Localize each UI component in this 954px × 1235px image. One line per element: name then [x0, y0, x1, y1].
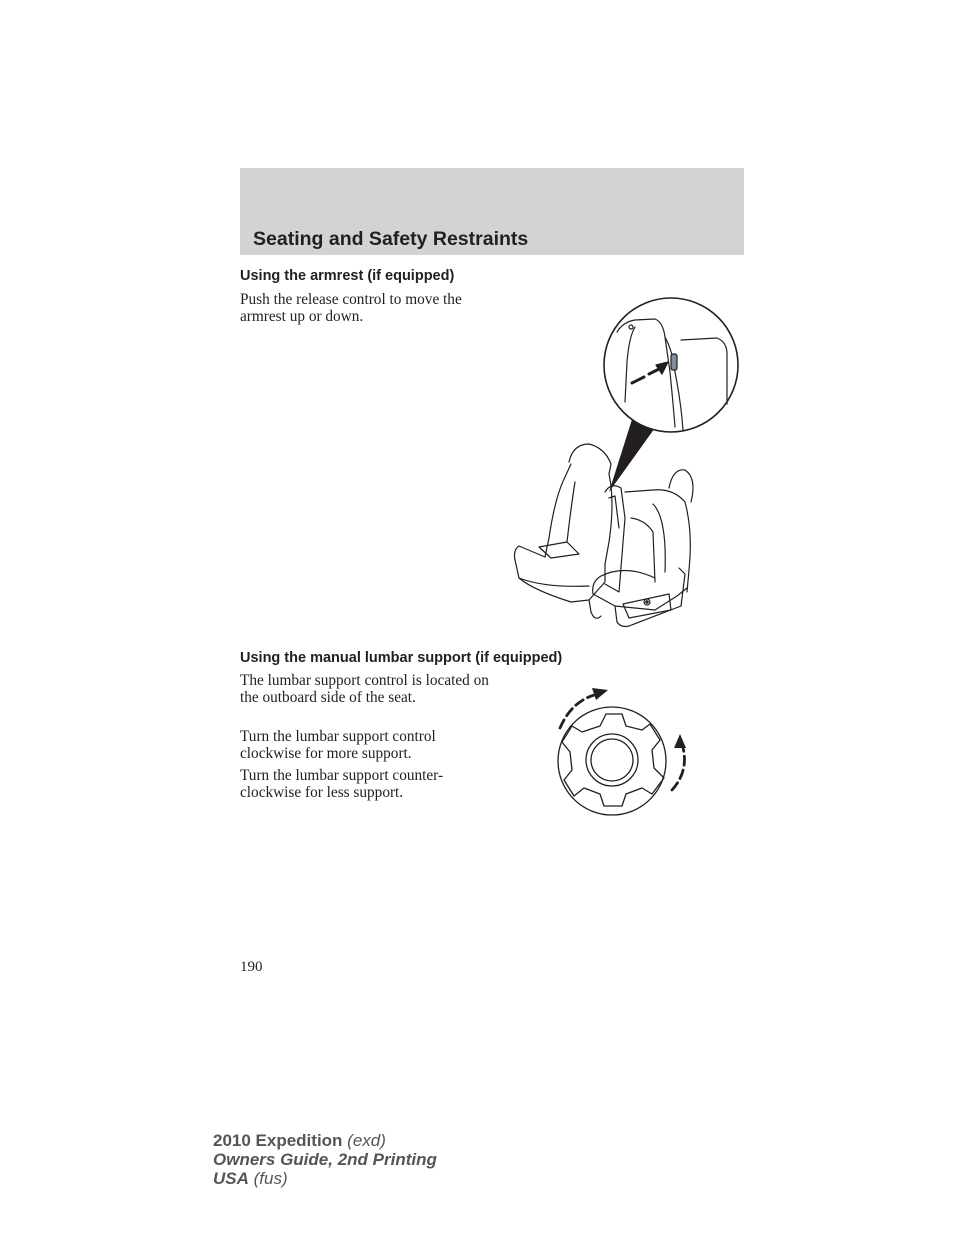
footer-market-code: (fus)	[248, 1169, 288, 1188]
footer-model: 2010 Expedition	[213, 1131, 343, 1150]
page-number: 190	[240, 959, 263, 975]
armrest-heading: Using the armrest (if equipped)	[240, 268, 455, 284]
section-header-band	[240, 168, 744, 255]
footer-line-3	[213, 1169, 437, 1188]
section-title: Seating and Safety Restraints	[253, 228, 529, 250]
footer-line-1	[213, 1131, 437, 1150]
lumbar-paragraph-3: Turn the lumbar support counter-clockwise for less support.	[240, 767, 444, 801]
lumbar-knob-illustration	[548, 682, 694, 822]
lumbar-paragraph-2: Turn the lumbar support control clockwise for more support.	[240, 728, 436, 762]
lumbar-heading: Using the manual lumbar support (if equipped)	[240, 650, 563, 666]
armrest-illustration	[505, 292, 745, 632]
footer-line-2: Owners Guide, 2nd Printing	[213, 1150, 437, 1169]
footer-model-code: (exd)	[342, 1131, 386, 1150]
armrest-paragraph: Push the release control to move the armrest up or down.	[240, 291, 462, 325]
footer-market: USA	[213, 1169, 249, 1188]
footer	[213, 1131, 437, 1188]
lumbar-paragraph-1: The lumbar support control is located on the outboard side of the seat.	[240, 672, 489, 706]
